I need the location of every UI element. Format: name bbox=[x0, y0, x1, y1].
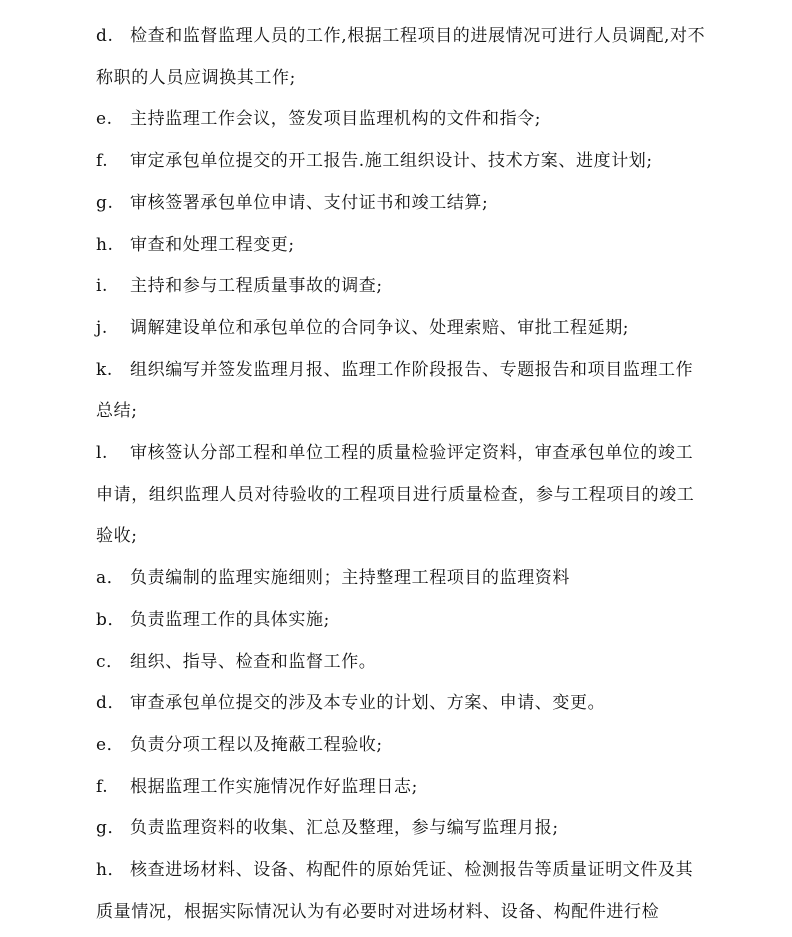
list-item bbox=[96, 350, 710, 433]
list-item-text: 负责监理资料的收集、汇总及整理，参与编写监理月报; bbox=[130, 818, 559, 839]
list-item-text: 审核签认分部工程和单位工程的质量检验评定资料，审查承包单位的竣工申请，组织监理人员对待验收的工程项目进行质量检查，参与工程项目的竣工验收; bbox=[96, 443, 695, 547]
list-item-text: 调解建设单位和承包单位的合同争议、处理索赔、审批工程延期; bbox=[130, 317, 630, 338]
list-marker: f. bbox=[96, 151, 109, 172]
list-item bbox=[96, 266, 710, 308]
list-item-text: 主持监理工作会议，签发项目监理机构的文件和指令; bbox=[130, 109, 542, 130]
list-marker: l. bbox=[96, 443, 109, 464]
list-item-text: 检查和监督监理人员的工作,根据工程项目的进展情况可进行人员调配,对不称职的人员应调换其工作; bbox=[96, 26, 706, 88]
list-marker: a． bbox=[96, 568, 125, 589]
list-item bbox=[96, 850, 710, 933]
list-marker: k. bbox=[96, 359, 113, 380]
list-item bbox=[96, 767, 710, 809]
list-marker: c． bbox=[96, 651, 124, 672]
list-item-text: 负责编制的监理实施细则；主持整理工程项目的监理资料 bbox=[130, 568, 570, 589]
list-item bbox=[96, 308, 710, 350]
list-item-text: 审查和处理工程变更; bbox=[130, 234, 295, 255]
list-marker: h． bbox=[96, 860, 126, 881]
list-item bbox=[96, 433, 710, 558]
list-item-text: 负责分项工程以及掩蔽工程验收; bbox=[130, 734, 383, 755]
list-item bbox=[96, 183, 710, 225]
list-marker: h. bbox=[96, 234, 114, 255]
list-item bbox=[96, 600, 710, 642]
list-marker: i. bbox=[96, 276, 109, 297]
list-item bbox=[96, 725, 710, 767]
list-marker: e. bbox=[96, 109, 113, 130]
list-item-text: 根据监理工作实施情况作好监理日志; bbox=[130, 776, 418, 797]
list-item bbox=[96, 225, 710, 267]
list-item-text: 审查承包单位提交的涉及本专业的计划、方案、申请、变更。 bbox=[130, 693, 606, 714]
list-marker: e． bbox=[96, 734, 125, 755]
list-item bbox=[96, 642, 710, 684]
list-item-text: 主持和参与工程质量事故的调查; bbox=[130, 276, 383, 297]
list-item bbox=[96, 558, 710, 600]
list-item bbox=[96, 683, 710, 725]
list-marker: f. bbox=[96, 776, 109, 797]
list-item-text: 核查进场材料、设备、构配件的原始凭证、检测报告等质量证明文件及其质量情况，根据实际情况认为有必要时对进场材料、设备、构配件进行检 bbox=[96, 860, 694, 922]
list-marker: g． bbox=[96, 818, 126, 839]
list-marker: j. bbox=[96, 317, 108, 338]
list-marker: b． bbox=[96, 609, 126, 630]
list-item-text: 组织编写并签发监理月报、监理工作阶段报告、专题报告和项目监理工作总结; bbox=[96, 359, 694, 422]
list-item-text: 负责监理工作的具体实施; bbox=[130, 609, 330, 630]
list-marker: d. bbox=[96, 26, 114, 46]
list-marker: d． bbox=[96, 693, 126, 714]
list-item bbox=[96, 99, 710, 141]
list-marker: g. bbox=[96, 192, 114, 213]
list-item bbox=[96, 141, 710, 183]
list-item bbox=[96, 16, 710, 99]
list-item-text: 审定承包单位提交的开工报告.施工组织设计、技术方案、进度计划; bbox=[130, 151, 653, 172]
list-item-text: 组织、指导、检查和监督工作。 bbox=[130, 651, 377, 672]
list-item-text: 审核签署承包单位申请、支付证书和竣工结算; bbox=[130, 192, 489, 213]
list-item bbox=[96, 808, 710, 850]
